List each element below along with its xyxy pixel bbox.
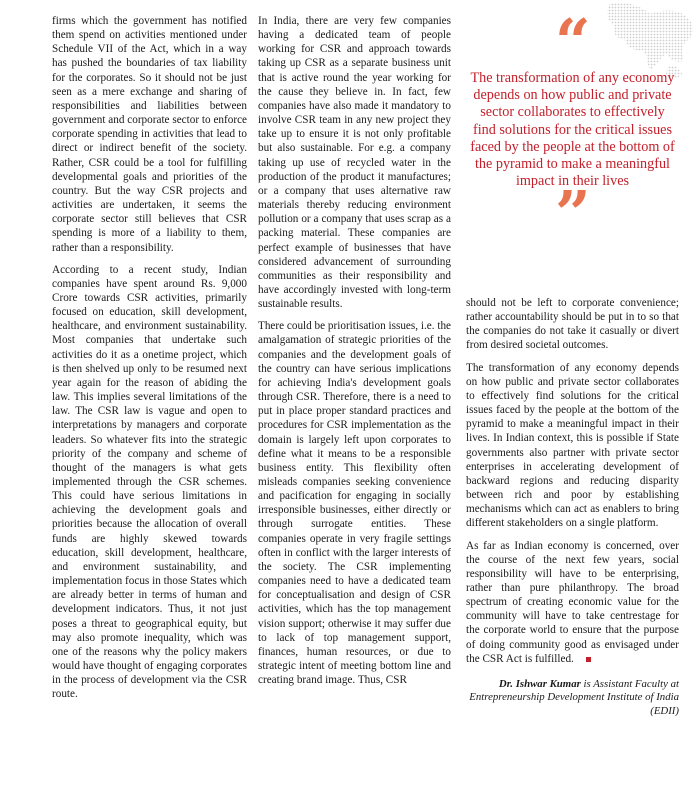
close-quote-icon: ” — [555, 177, 591, 251]
author-name: Dr. Ishwar Kumar — [498, 677, 581, 690]
paragraph: The transformation of any economy depends on how public and private sector collaborates to effectively find solutions for the critical issues faced by the people at the bottom of the pyramid to make a meaningful impact in their lives. In Indian context, this is possible if State governments also partner with private sector enterprises in accelerating development of backward regions and reducing disparity between rich and poor by establishing mechanisms which can act as enablers to bring different stakeholders on a single platform. — [466, 361, 679, 530]
pull-quote-text: The transformation of any economy depends on how public and private sector collaborates to effectively find solutions for the critical issues faced by the people at the bottom of the pyramid to make a meaningful impact in their lives — [470, 70, 675, 190]
column-3 — [466, 296, 679, 718]
end-square-icon — [586, 657, 591, 662]
pull-quote — [470, 5, 675, 251]
paragraph: should not be left to corporate convenience; rather accountability should be put in to so that the companies do not take it casually or divert from desired societal outcomes. — [466, 297, 679, 352]
author-note — [466, 678, 679, 719]
paragraph: There could be prioritisation issues, i.e. the amalgamation of strategic priorities of the companies and the development goals of the country can have serious implications for achieving India's development goals through CSR. Therefore, there is a need to put in place proper standard practices and procedures for CSR implementation as the domain is largely left upon corporates to define what it means to be a responsible business entity. This flexibility often misleads companies seeking convenience and pacification for engaging in socially irresponsible businesses, either directly or through surrogate entities. These companies operate in very fragile settings often in conflict with the larger interests of the society. The CSR implementing companies need to have a dedicated team for conceptualisation and design of CSR activities, which has the top management vision support; otherwise it may suffer due to lack of top management support, finances, human resources, or due to strategic intent of meeting bottom line and creating brand image. Thus, CSR — [258, 320, 451, 687]
open-quote-icon: “ — [555, 5, 591, 78]
column-2 — [258, 14, 451, 695]
paragraph: In India, there are very few companies having a dedicated team of people working for CSR and approach towards taking up CSR as a separate business unit that is active round the year working for the cause they believe in. In fact, few companies have also made it mandatory to involve CSR team in any new project they take up to ensure it is not only profitable but also sustainable. For e.g. a company taking up use of recycled water in the production of the product it manufactures; or a company that uses alternative raw materials thereby reducing environment pollution or a company that uses scrap as a packing material. These companies are perfect example of businesses that have considered advancement of surrounding communities as their responsibility and have accordingly invested with long-term sustainable results. — [258, 15, 451, 311]
paragraph: firms which the government has notified them spend on activities mentioned under Schedule VII of the Act, which in a way has pushed the boundaries of tax liability for the corporates. So it should not be just seen as a mere exchange and sharing of responsibilities and liabilities between government and corporate sector to enforce corporate spending in activities that lead to direct or indirect benefit of the society. Rather, CSR could be a tool for fulfilling developmental goals and priorities of the country. But the way CSR projects and activities are undertaken, it seems the corporate sector still believes that CSR spending is more of a liability to them, rather than a responsibility. — [52, 15, 247, 254]
column-1 — [52, 14, 247, 710]
paragraph-last — [466, 539, 679, 666]
paragraph: According to a recent study, Indian companies have spent around Rs. 9,000 Crore towards CSR activities, primarily focused on education, skill development, healthcare, and environment sustainability. Most companies that undertake such activities do it as a onetime project, which is then shelved up only to be resumed next year again for the reason of abiding the law. This implies several limitations of the law. The CSR law is vague and open to interpretations by managers and corporate leaders. So whatever fits into the strategic priority of the company and scheme of thought of the managers is what gets implemented through the CSR schemes. This could have serious limitations in achieving the development goals and priorities because the allocation of overall funds are highly skewed towards education, skill development, healthcare, and environment sustainability, and implementation focus in those States which are already better in terms of human and development indicators. Thus, it not just poses a threat to geographical equity, but may also promote inequality, which was one of the reasons why the policy makers would have thought of engaging corporates in the process of development via the CSR route. — [52, 263, 247, 701]
paragraph-text: As far as Indian economy is concerned, over the course of the next few years, social responsibility will have to be enterprising, rather than pure philanthropy. The broad spectrum of creating economic value for the community will have to take centrestage for the corporate world to ensure that the purpose of doing community good as envisaged under the CSR Act is fulfilled. — [466, 539, 679, 665]
author-bio: is Assistant Faculty at Entrepreneurship Development Institute of India (EDII) — [469, 677, 679, 717]
